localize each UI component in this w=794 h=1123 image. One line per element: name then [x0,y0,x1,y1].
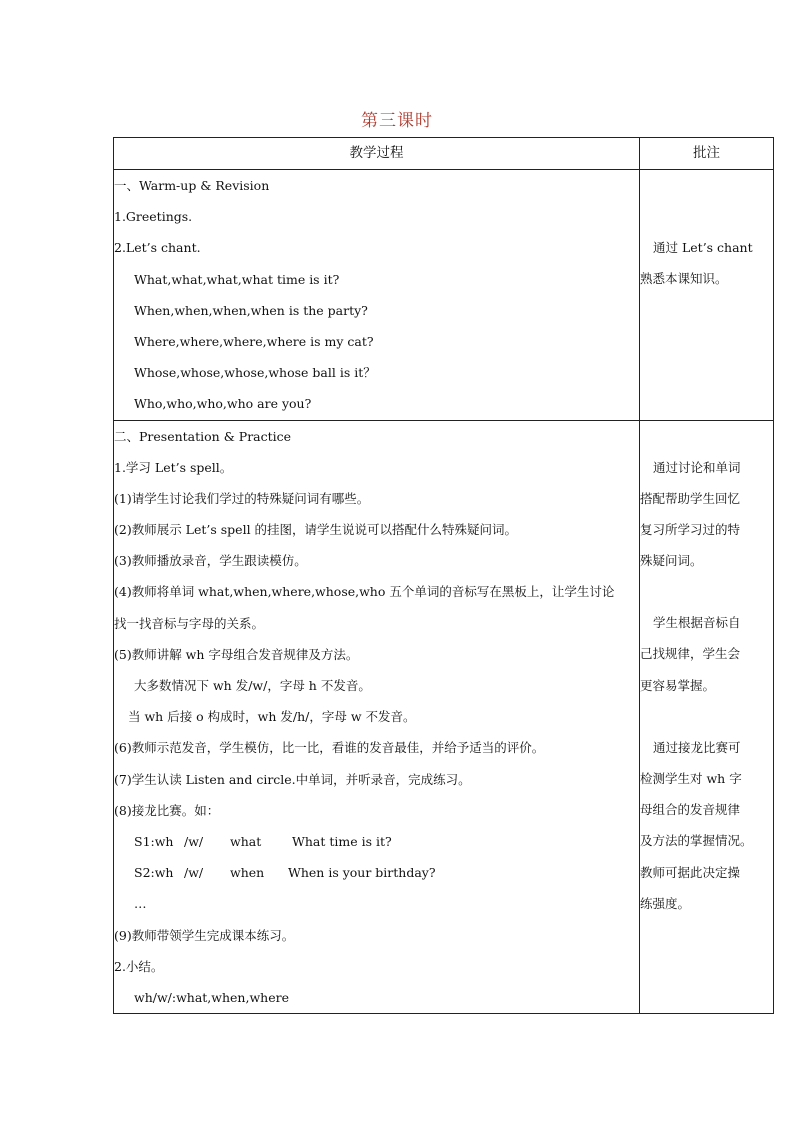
substep: (4)教师将单词 what,when,where,whose,who 五个单词的音标写在黑板上，让学生讨论 [114,584,615,600]
rule-line: 大多数情况下 wh 发/w/，字母 h 不发音。 [134,678,371,693]
summary-step: 2.小结。 [114,958,164,974]
example-line [114,857,639,888]
substep: (6)教师示范发音，学生模仿，比一比，看谁的发音最佳，并给予适当的评价。 [114,740,545,756]
substep: (8)接龙比赛。如： [114,802,220,818]
section2-note [640,420,774,1014]
header-process: 教学过程 [114,138,640,170]
section1-heading: 一、Warm-up & Revision [114,178,270,193]
substep: (3)教师播放录音，学生跟读模仿。 [114,553,307,569]
ellipsis: … [134,896,147,912]
spell-step: 1.学习 Let’s spell。 [114,459,233,475]
example-sound: /w/ [184,865,204,881]
note-line: 通过讨论和单词 [653,459,741,475]
note-line: 教师可据此决定操 [640,864,741,880]
rule-line: 当 wh 后接 o 构成时，wh 发/h/，字母 w 不发音。 [128,709,416,725]
example-word: what [230,833,262,849]
section1-row [114,170,774,421]
substep: (5)教师讲解 wh 字母组合发音规律及方法。 [114,646,359,662]
section1-process [114,170,640,421]
page-title: 第三课时 [361,111,433,131]
substep: (2)教师展示 Let’s spell 的挂图，请学生说说可以搭配什么特殊疑问词。 [114,522,518,538]
section2-process [114,420,640,1014]
example-sound: /w/ [184,833,204,849]
chant-line: Whose,whose,whose,whose ball is it？ [134,365,376,381]
substep: (1)请学生讨论我们学过的特殊疑问词有哪些。 [114,490,370,506]
example-line [114,826,639,857]
chant-line: When,when,when,when is the party? [134,302,368,318]
substep: (7)学生认读 Listen and circle.中单词，并听录音，完成练习。 [114,771,471,787]
section2-heading: 二、Presentation & Practice [114,428,292,444]
chant-line: Who,who,who,who are you? [134,396,312,412]
note-line: 及方法的掌握情况。 [640,833,753,849]
chant-step: 2.Let’s chant. [114,240,201,256]
summary-line: wh/w/:what,when,where [134,989,289,1005]
note-line: 母组合的发音规律 [640,802,741,818]
substep-continued: 找一找音标与字母的关系。 [114,615,265,631]
greetings-step: 1.Greetings. [114,209,193,225]
chant-line: What,what,what,what time is it? [134,271,340,287]
chant-line: Where,where,where,where is my cat? [134,333,374,349]
note-line: 练强度。 [640,895,691,911]
lesson-table [113,137,774,1014]
example-word: when [230,865,265,881]
note-line: 己找规律，学生会 [640,646,741,662]
note-line: 检测学生对 wh 字 [640,771,742,786]
section2-row [114,420,774,1014]
note-line: 更容易掌握。 [640,677,716,693]
note-line: 熟悉本课知识。 [640,271,728,287]
note-line: 复习所学习过的特 [640,521,741,537]
header-notes: 批注 [640,138,774,170]
section1-note [640,170,774,421]
header-row [114,138,774,170]
note-line: 学生根据音标自 [653,615,741,631]
note-line: 搭配帮助学生回忆 [640,490,741,506]
note-line: 通过接龙比赛可 [653,739,741,755]
example-speaker: S2:wh [134,865,174,881]
example-sentence: When is your birthday? [288,865,436,881]
example-sentence: What time is it? [292,833,392,849]
substep: (9)教师带领学生完成课本练习。 [114,927,295,943]
note-line: 殊疑问词。 [640,553,703,569]
example-speaker: S1:wh [134,833,174,849]
note-line: 通过 Let’s chant [653,240,753,255]
